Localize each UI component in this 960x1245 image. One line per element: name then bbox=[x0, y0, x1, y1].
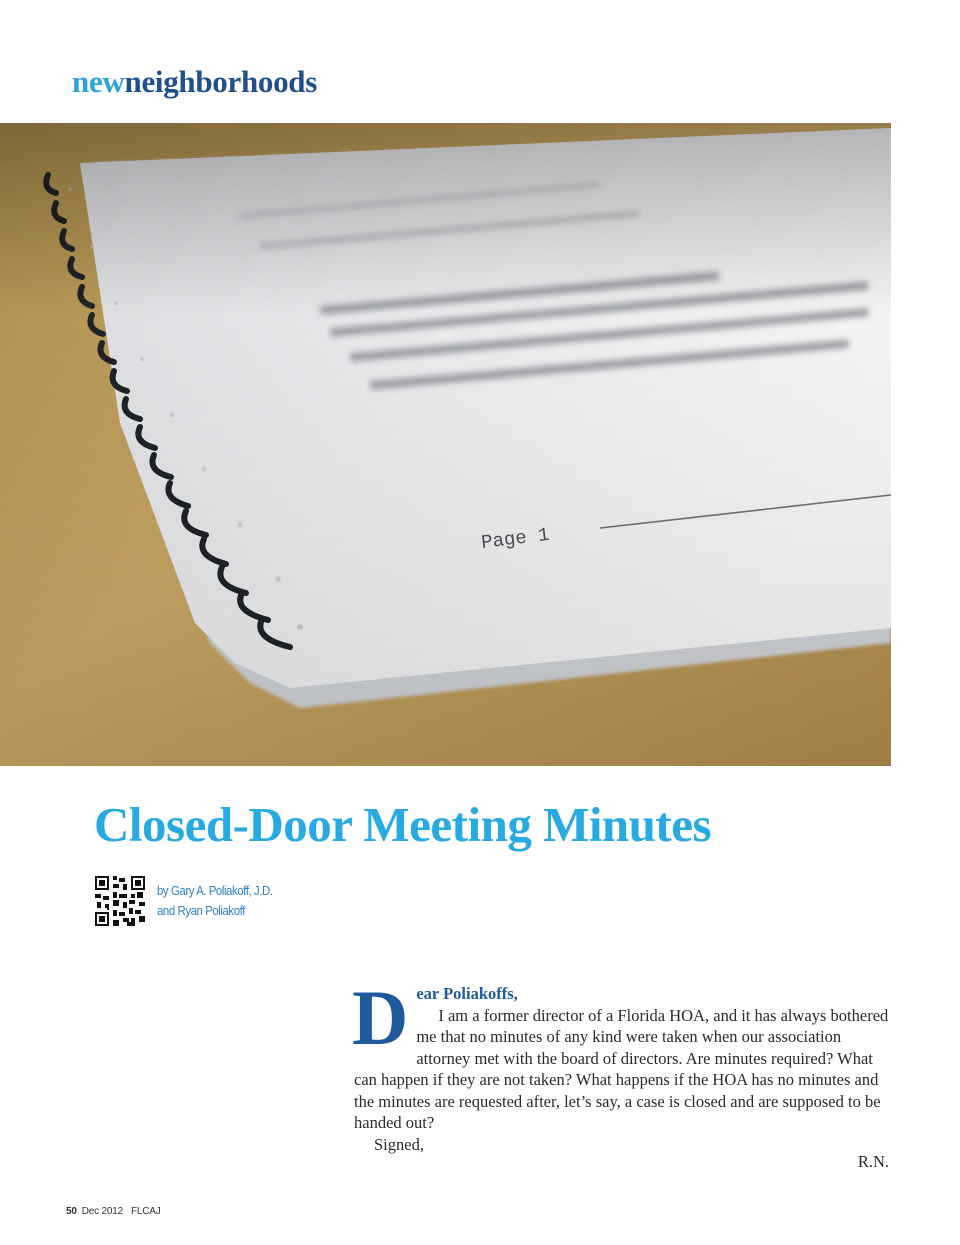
letter-closing: Signed, bbox=[374, 1134, 424, 1154]
byline-line: and Ryan Poliakoff bbox=[157, 903, 245, 918]
section-header bbox=[72, 64, 317, 100]
drop-cap: D bbox=[352, 974, 409, 1061]
publication-name: FLCAJ bbox=[130, 1206, 161, 1217]
section-header-prefix: new bbox=[72, 64, 125, 99]
page-number: 50 bbox=[66, 1206, 77, 1217]
letter-greeting: ear Poliakoffs, bbox=[416, 984, 518, 1003]
qr-code-icon[interactable] bbox=[95, 876, 145, 926]
hero-photo bbox=[0, 123, 891, 766]
byline-line: by Gary A. Poliakoff, J.D. bbox=[157, 883, 273, 898]
section-header-rest: neighborhoods bbox=[124, 64, 317, 99]
page-footer bbox=[66, 1206, 161, 1217]
byline bbox=[157, 881, 273, 921]
issue-date: Dec 2012 bbox=[81, 1206, 123, 1217]
article-title: Closed-Door Meeting Minutes bbox=[94, 797, 712, 852]
letter-body: I am a former director of a Florida HOA, and it has always bothered me that no minutes of any kind were taken when our association attorney met with the board of directors. Are minutes required? What can happen if they are not taken? What happens if the HOA has no minutes and the minutes are requested after, let’s say, a case is closed and are supposed to be handed out? bbox=[354, 1005, 889, 1132]
letter-signature: R.N. bbox=[857, 1152, 889, 1171]
reader-letter bbox=[352, 974, 894, 1155]
